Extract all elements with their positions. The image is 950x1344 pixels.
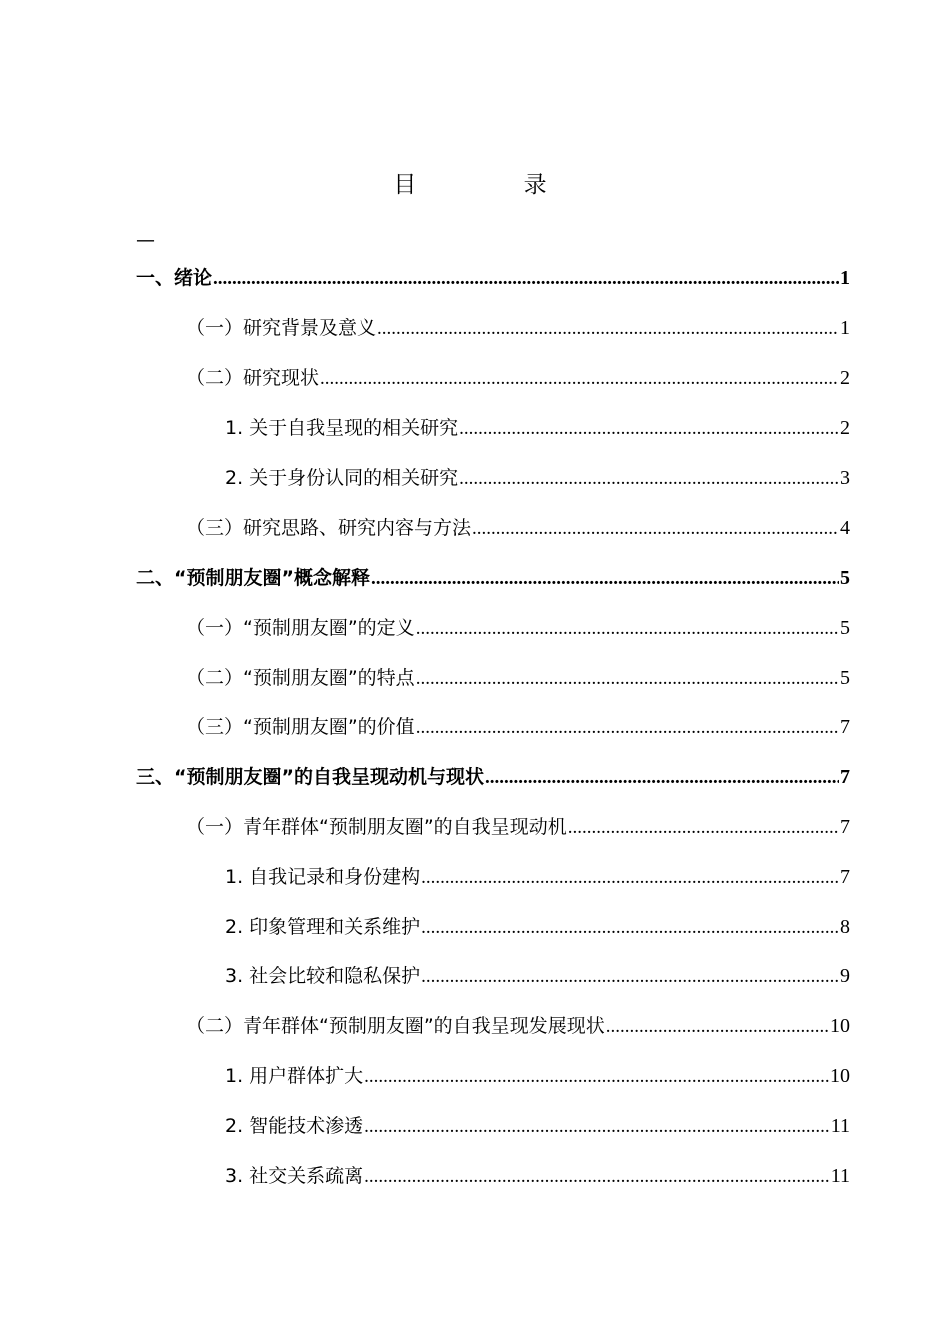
toc-entry[interactable] [0, 961, 850, 991]
toc-entry-label: （一）研究背景及意义 [186, 317, 377, 339]
toc-entry-page: 7 [840, 816, 850, 838]
toc-leader-dots [320, 364, 839, 394]
toc-entry-page: 7 [840, 866, 850, 888]
toc-entry-label: （二）青年群体“预制朋友圈”的自我呈现发展现状 [186, 1015, 605, 1037]
toc-entry-label: （三）研究思路、研究内容与方法 [186, 517, 472, 539]
toc-entry-label: （二）“预制朋友圈”的特点 [186, 667, 415, 689]
toc-leader-dots [459, 414, 839, 444]
toc-entry-label: 3. 社会比较和隐私保护 [225, 965, 421, 987]
toc-entry-page: 10 [830, 1065, 850, 1087]
toc-entry-label: 二、“预制朋友圈”概念解释 [136, 567, 370, 589]
toc-entry[interactable] [0, 513, 850, 543]
toc-leader-dots [472, 514, 839, 544]
toc-entry[interactable] [0, 912, 850, 942]
toc-entry-page: 8 [840, 916, 850, 938]
toc-entry-page: 11 [830, 1165, 850, 1187]
toc-entry[interactable] [0, 1111, 850, 1141]
toc-entry[interactable] [0, 1061, 850, 1091]
toc-leader-dots [416, 664, 839, 694]
toc-entry-label: （二）研究现状 [186, 367, 320, 389]
stray-dash: — [136, 229, 155, 251]
toc-entry[interactable] [0, 663, 850, 693]
toc-entry-label: 1. 自我记录和身份建构 [225, 866, 421, 888]
toc-leader-dots [485, 763, 839, 793]
toc-entry[interactable] [0, 413, 850, 443]
toc-leader-dots [421, 962, 839, 992]
toc-leader-dots [416, 614, 839, 644]
toc-leader-dots [364, 1062, 829, 1092]
toc-entry[interactable] [0, 313, 850, 343]
toc-entry-page: 4 [840, 517, 850, 539]
toc-leader-dots [377, 314, 839, 344]
toc-entry-label: 1. 关于自我呈现的相关研究 [225, 417, 459, 439]
toc-entry[interactable] [0, 1011, 850, 1041]
toc-entry-label: 3. 社交关系疏离 [225, 1165, 364, 1187]
toc-entry[interactable] [0, 363, 850, 393]
toc-entry[interactable] [0, 563, 850, 593]
toc-entry-label: 2. 智能技术渗透 [225, 1115, 364, 1137]
toc-leader-dots [606, 1012, 829, 1042]
toc-entry[interactable] [0, 712, 850, 742]
toc-entry[interactable] [0, 263, 850, 293]
toc-entry-label: 一、绪论 [136, 267, 213, 289]
toc-entry-page: 2 [840, 367, 850, 389]
toc-leader-dots [364, 1112, 830, 1142]
toc-leader-dots [371, 564, 839, 594]
toc-entry-page: 10 [830, 1015, 850, 1037]
toc-leader-dots [364, 1162, 830, 1192]
toc-entry-page: 1 [840, 267, 850, 289]
toc-entry-label: 三、“预制朋友圈”的自我呈现动机与现状 [136, 766, 484, 788]
toc-entry-page: 1 [840, 317, 850, 339]
toc-entry-page: 9 [840, 965, 850, 987]
toc-entry-page: 7 [840, 766, 850, 788]
toc-leader-dots [568, 813, 839, 843]
toc-entry-page: 3 [840, 467, 850, 489]
toc-entry-page: 7 [840, 716, 850, 738]
toc-entry-page: 11 [830, 1115, 850, 1137]
toc-entry-label: （一）青年群体“预制朋友圈”的自我呈现动机 [186, 816, 567, 838]
toc-entry[interactable] [0, 463, 850, 493]
toc-entry[interactable] [0, 1161, 850, 1191]
toc-entry[interactable] [0, 613, 850, 643]
page-title: 目 录 [393, 172, 597, 198]
toc-entry-label: （三）“预制朋友圈”的价值 [186, 716, 415, 738]
toc-entry[interactable] [0, 812, 850, 842]
toc-entry[interactable] [0, 762, 850, 792]
toc-leader-dots [421, 863, 839, 893]
toc-entry-page: 2 [840, 417, 850, 439]
toc-entry-label: （一）“预制朋友圈”的定义 [186, 617, 415, 639]
toc-leader-dots [213, 264, 839, 294]
toc-entry-page: 5 [840, 617, 850, 639]
toc-entry-label: 2. 印象管理和关系维护 [225, 916, 421, 938]
toc-entry-page: 5 [840, 567, 850, 589]
toc-leader-dots [459, 464, 839, 494]
toc-entry-label: 1. 用户群体扩大 [225, 1065, 364, 1087]
toc-entry-label: 2. 关于身份认同的相关研究 [225, 467, 459, 489]
toc-entry[interactable] [0, 862, 850, 892]
toc-leader-dots [421, 913, 839, 943]
toc-entry-page: 5 [840, 667, 850, 689]
toc-leader-dots [416, 713, 839, 743]
